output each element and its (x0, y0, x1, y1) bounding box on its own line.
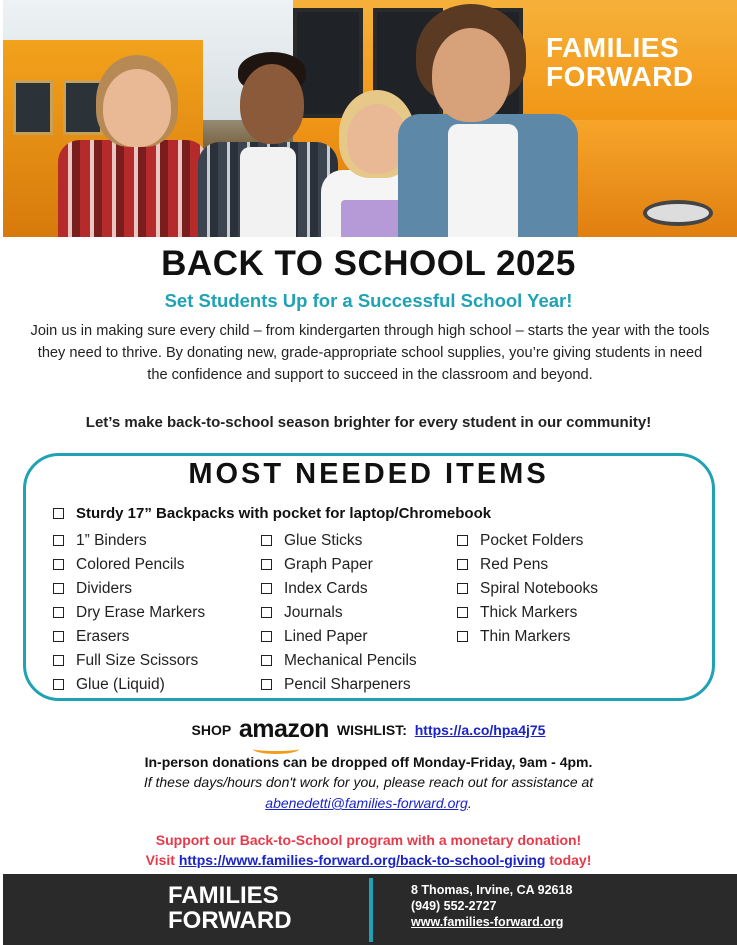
shop-prefix: SHOP (191, 722, 231, 738)
checkbox-icon (53, 583, 64, 594)
supply-item-label: Colored Pencils (76, 556, 185, 573)
items-column-2 (261, 531, 417, 699)
supply-item-label: Glue Sticks (284, 532, 363, 549)
supply-item (53, 627, 205, 651)
checkbox-icon (457, 535, 468, 546)
page-subtitle: Set Students Up for a Successful School Year! (164, 290, 573, 311)
footer-divider (369, 878, 373, 942)
supply-item (457, 627, 598, 651)
supply-item (261, 603, 417, 627)
featured-item-label: Sturdy 17” Backpacks with pocket for laptop/Chromebook (76, 505, 492, 522)
supply-item-label: Lined Paper (284, 628, 368, 645)
checkbox-icon (53, 679, 64, 690)
supply-item-label: Thick Markers (480, 604, 578, 621)
hero-photo (3, 0, 737, 237)
supply-item (261, 579, 417, 603)
support-line: Support our Back-to-School program with a monetary donation! (155, 832, 582, 848)
checkbox-icon (457, 607, 468, 618)
supply-item-label: 1” Binders (76, 532, 147, 549)
supply-item (261, 627, 417, 651)
checkbox-icon (53, 559, 64, 570)
checkbox-icon (457, 631, 468, 642)
dropoff-note-text: If these days/hours don't work for you, please reach out for assistance at (143, 774, 594, 790)
supply-item-label: Glue (Liquid) (76, 676, 165, 693)
supply-item-label: Journals (284, 604, 343, 621)
footer-logo: FAMILIES FORWARD (168, 882, 292, 934)
footer-contact (411, 882, 572, 930)
featured-item (53, 505, 491, 522)
supply-item (53, 675, 205, 699)
supply-item (53, 603, 205, 627)
most-needed-title: MOST NEEDED ITEMS (188, 458, 549, 490)
checkbox-icon (457, 583, 468, 594)
checkbox-icon (261, 607, 272, 618)
checkbox-icon (261, 535, 272, 546)
supply-item-label: Red Pens (480, 556, 549, 573)
checkbox-icon (261, 631, 272, 642)
supply-item (53, 531, 205, 555)
checkbox-icon (53, 607, 64, 618)
supply-item (261, 675, 417, 699)
supply-item-label: Erasers (76, 628, 130, 645)
supply-item (261, 651, 417, 675)
supply-item (457, 531, 598, 555)
supply-item-label: Mechanical Pencils (284, 652, 417, 669)
page-title: BACK TO SCHOOL 2025 (161, 244, 576, 283)
supply-item-label: Dry Erase Markers (76, 604, 206, 621)
checkbox-icon (53, 508, 64, 519)
checkbox-icon (457, 559, 468, 570)
footer (3, 874, 737, 945)
visit-label: Visit (145, 852, 175, 868)
supply-item-label: Thin Markers (480, 628, 571, 645)
items-column-1 (53, 531, 205, 699)
supply-item-label: Full Size Scissors (76, 652, 199, 669)
families-forward-logo: FAMILIES FORWARD (546, 32, 694, 92)
supply-item (457, 579, 598, 603)
shop-suffix: WISHLIST: (336, 722, 407, 738)
supply-item (261, 555, 417, 579)
footer-website-link[interactable]: www.families-forward.org (411, 915, 564, 929)
contact-email-link[interactable]: abenedetti@families-forward.org (265, 795, 468, 811)
items-column-3 (457, 531, 598, 651)
supply-item-label: Pocket Folders (480, 532, 584, 549)
wishlist-link[interactable]: https://a.co/hpa4j75 (414, 722, 546, 738)
support-callout (0, 830, 737, 870)
checkbox-icon (261, 559, 272, 570)
intro-paragraph: Join us in making sure every child – from kindergarten through high school – starts the year with the tools they need to thrive. By donating new, grade-appropriate school supplies, you’re giving students in need the confidence and support to succeed in the classroom and beyond. (30, 323, 710, 383)
supply-item (261, 531, 417, 555)
checkbox-icon (53, 655, 64, 666)
checkbox-icon (53, 631, 64, 642)
checkbox-icon (261, 583, 272, 594)
supply-item-label: Pencil Sharpeners (284, 676, 411, 693)
checkbox-icon (53, 535, 64, 546)
supply-item-label: Index Cards (284, 580, 368, 597)
supply-item (53, 555, 205, 579)
giving-link[interactable]: https://www.families-forward.org/back-to-school-giving (178, 852, 546, 868)
dropoff-note: If these days/hours don't work for you, please reach out for assistance at abenedetti@families-forward.org. (0, 772, 737, 814)
amazon-logo: amazon (239, 715, 329, 744)
supply-item (457, 603, 598, 627)
supply-item-label: Spiral Notebooks (480, 580, 599, 597)
supply-item-label: Dividers (76, 580, 132, 597)
supply-item (53, 651, 205, 675)
community-callout: Let’s make back-to-school season brighter for every student in our community! (85, 414, 652, 431)
amazon-wishlist-line (0, 715, 737, 744)
dropoff-hours: In-person donations can be dropped off Monday-Friday, 9am - 4pm. (144, 754, 593, 770)
supply-item (457, 555, 598, 579)
supply-item (53, 579, 205, 603)
today-label: today! (549, 852, 592, 868)
footer-address: 8 Thomas, Irvine, CA 92618 (411, 883, 573, 897)
supply-item-label: Graph Paper (284, 556, 373, 573)
checkbox-icon (261, 679, 272, 690)
footer-phone: (949) 552-2727 (411, 899, 497, 913)
checkbox-icon (261, 655, 272, 666)
